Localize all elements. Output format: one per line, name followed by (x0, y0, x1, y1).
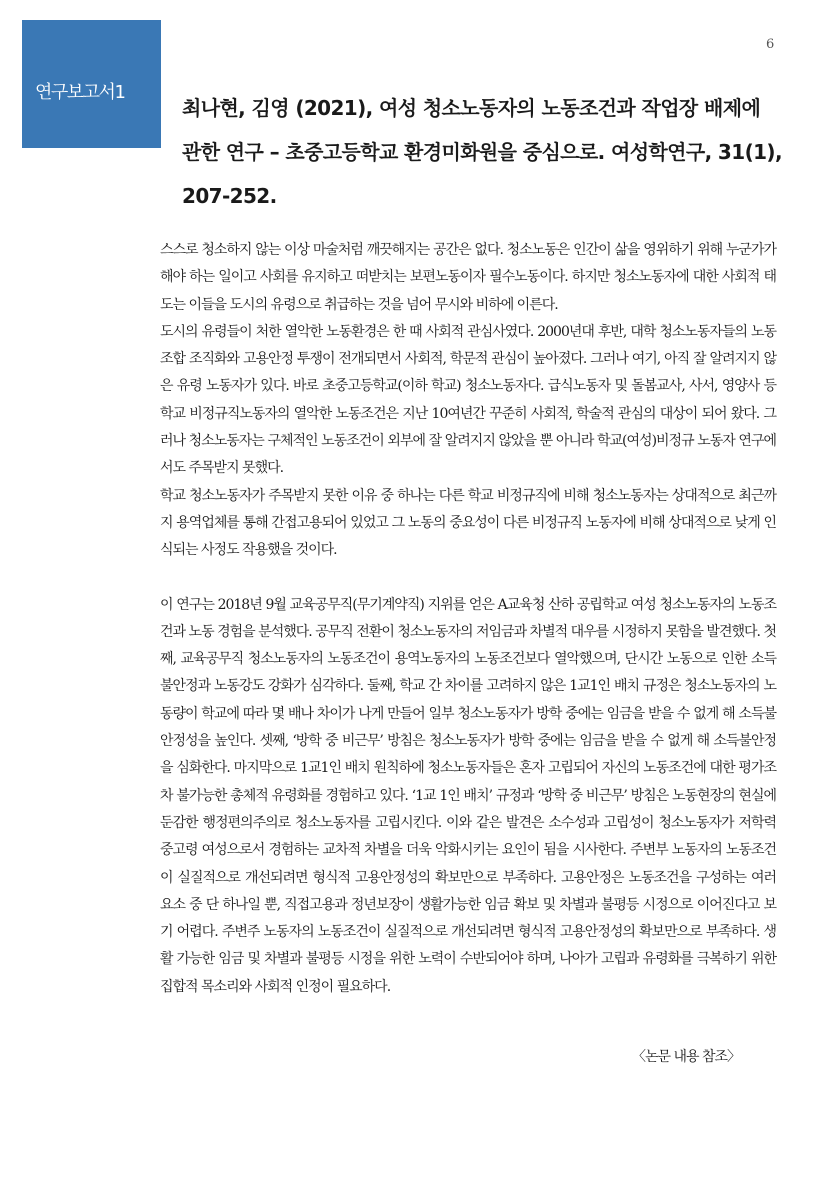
page-title: 최나현, 김영 (2021), 여성 청소노동자의 노동조건과 작업장 배제에 관한 연구 – 초중고등학교 환경미화원을 중심으로. 여성학연구, 31(1), 207-252. (182, 96, 782, 208)
section-tag (22, 20, 161, 148)
page-number: 6 (766, 37, 775, 52)
paragraph: 도시의 유령들이 처한 열악한 노동환경은 한 때 사회적 관심사였다. 2000년대 후반, 대학 청소노동자들의 노동조합 조직화와 고용안정 투쟁이 전개되면서 사회적, 학문적 관심이 높아졌다. 그러나 여기, 아직 잘 알려지지 않은 유령 노동자가 있다. 바로 초중고등학교(이하 학교) 청소노동자다. 급식노동자 및 돌봄교사, 사서, 영양사 등 학교 비정규직노동자의 열악한 노동조건은 지난 10여년간 꾸준히 사회적, 학술적 관심의 대상이 되어 왔다. 그러나 청소노동자는 구체적인 노동조건이 외부에 잘 알려지지 않았을 뿐 아니라 학교(여성)비정규 노동자 연구에서도 주목받지 못했다. (160, 323, 776, 477)
reference-note: 〈논문 내용 참조〉 (632, 1049, 741, 1065)
paragraph: 학교 청소노동자가 주목받지 못한 이유 중 하나는 다른 학교 비정규직에 비해 청소노동자는 상대적으로 최근까지 용역업체를 통해 간접고용되어 있었고 그 노동의 중요성이 다른 비정규직 노동자에 비해 상대적으로 낮게 인식되는 사정도 작용했을 것이다. (160, 487, 776, 559)
section-tag-label: 연구보고서1 (35, 82, 125, 103)
paragraph: 스스로 청소하지 않는 이상 마술처럼 깨끗해지는 공간은 없다. 청소노동은 인간이 삶을 영위하기 위해 누군가가 해야 하는 일이고 사회를 유지하고 떠받치는 보편노동이자 필수노동이다. 하지만 청소노동자에 대한 사회적 태도는 이들을 도시의 유령으로 취급하는 것을 넘어 무시와 비하에 이른다. (160, 242, 776, 313)
body-text (160, 237, 776, 1001)
paragraph: 이 연구는 2018년 9월 교육공무직(무기계약직) 지위를 얻은 A교육청 산하 공립학교 여성 청소노동자의 노동조건과 노동 경험을 분석했다. 공무직 전환이 청소노동자의 저임금과 차별적 대우를 시정하지 못함을 발견했다. 첫째, 교육공무직 청소노동자의 노동조건이 용역노동자의 노동조건보다 열악했으며, 단시간 노동으로 인한 소득불안정과 노동강도 강화가 심각하다. 둘째, 학교 간 차이를 고려하지 않은 1교1인 배치 규정은 청소노동자의 노동량이 학교에 따라 몇 배나 차이가 나게 만들어 일부 청소노동자가 방학 중에는 임금을 받을 수 없게 해 소득불안정성을 높인다. 셋째, ‘방학 중 비근무’ 방침은 청소노동자가 방학 중에는 임금을 받을 수 없게 해 소득불안정을 심화한다. 마지막으로 1교1인 배치 원칙하에 청소노동자들은 혼자 고립되어 자신의 노동조건에 대한 평가조차 불가능한 총체적 유령화를 경험하고 있다. ‘1교 1인 배치’ 규정과 ‘방학 중 비근무’ 방침은 노동현장의 현실에 둔감한 행정편의주의로 청소노동자를 고립시킨다. 이와 같은 발견은 소수성과 고립성이 청소노동자가 저학력 중고령 여성으로서 경험하는 교차적 차별을 더욱 악화시키는 요인이 됨을 시사한다. 주변부 노동자의 노동조건이 실질적으로 개선되려면 형식적 고용안정성의 확보만으로 부족하다. 고용안정은 노동조건을 구성하는 여러 요소 중 단 하나일 뿐, 직접고용과 정년보장이 생활가능한 임금 확보 및 차별과 불평등 시정으로 이어진다고 보기 어렵다. 주변주 노동자의 노동조건이 실질적으로 개선되려면 형식적 고용안정성의 확보만으로 부족하다. 생활 가능한 임금 및 차별과 불평등 시정을 위한 노력이 수반되어야 하며, 나아가 고립과 유령화를 극복하기 위한 집합적 목소리와 사회적 인정이 필요하다. (160, 596, 776, 995)
